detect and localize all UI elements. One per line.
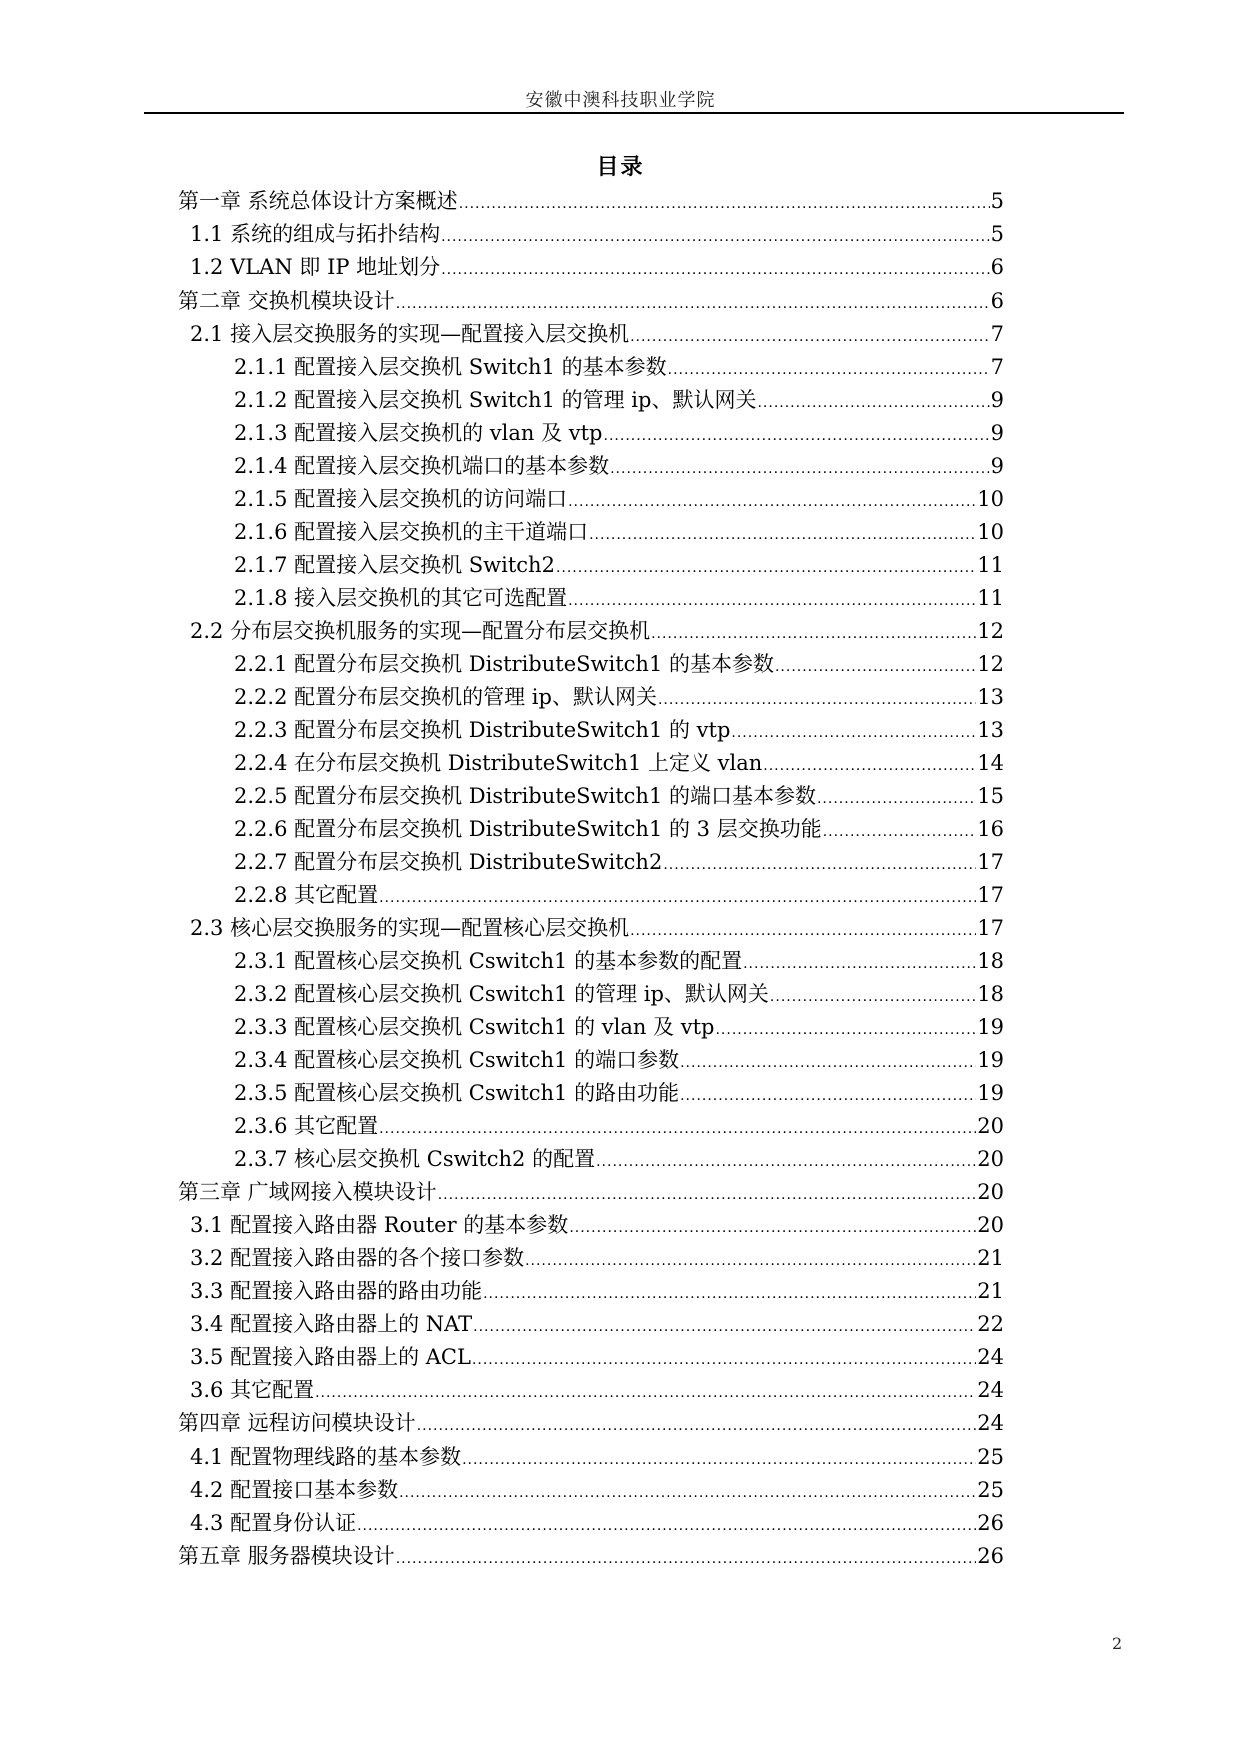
toc-dot-leader: [441, 222, 990, 252]
toc-dot-leader: [568, 586, 976, 616]
toc-entry[interactable]: [190, 1375, 1004, 1405]
toc-entry-label: 2.2.2 配置分布层交换机的管理 ip、默认网关: [234, 685, 657, 709]
toc-entry-label: 2.1.1 配置接入层交换机 Switch1 的基本参数: [234, 355, 667, 379]
toc-dot-leader: [379, 883, 976, 913]
toc-entry-page: 19: [977, 1048, 1004, 1072]
toc-entry[interactable]: [178, 1541, 1004, 1571]
toc-entry[interactable]: [234, 748, 1004, 778]
toc-entry-label: 2.1.4 配置接入层交换机端口的基本参数: [234, 454, 610, 478]
toc-entry-page: 13: [977, 685, 1004, 709]
toc-entry-label: 第二章 交换机模块设计: [178, 289, 395, 313]
toc-entry-label: 2.3.1 配置核心层交换机 Cswitch1 的基本参数的配置: [234, 949, 743, 973]
toc-entry[interactable]: [234, 1144, 1004, 1174]
toc-entry-page: 10: [977, 520, 1004, 544]
toc-entry[interactable]: [234, 979, 1004, 1009]
toc-entry-label: 2.3.6 其它配置: [234, 1114, 379, 1138]
toc-entry-page: 21: [977, 1279, 1004, 1303]
toc-entry-page: 6: [990, 255, 1004, 279]
toc-entry[interactable]: [190, 252, 1004, 282]
toc-entry-page: 16: [977, 817, 1004, 841]
toc-entry[interactable]: [234, 1111, 1004, 1141]
toc-entry-label: 3.1 配置接入路由器 Router 的基本参数: [190, 1213, 569, 1237]
toc-dot-leader: [589, 520, 976, 550]
toc-dot-leader: [763, 751, 976, 781]
toc-entry-page: 20: [977, 1147, 1004, 1171]
toc-entry-page: 19: [977, 1081, 1004, 1105]
toc-entry[interactable]: [234, 715, 1004, 745]
toc-dot-leader: [757, 388, 989, 418]
toc-entry-label: 2.1 接入层交换服务的实现—配置接入层交换机: [190, 322, 630, 346]
toc-entry[interactable]: [234, 946, 1004, 976]
toc-entry-page: 26: [977, 1544, 1004, 1568]
toc-entry[interactable]: [190, 1243, 1004, 1273]
toc-entry-label: 2.1.5 配置接入层交换机的访问端口: [234, 487, 568, 511]
toc-entry[interactable]: [234, 385, 1004, 415]
toc-entry-page: 14: [977, 751, 1004, 775]
toc-entry-label: 4.3 配置身份认证: [190, 1511, 357, 1535]
toc-entry-label: 2.1.3 配置接入层交换机的 vlan 及 vtp: [234, 421, 603, 445]
toc-entry[interactable]: [234, 1045, 1004, 1075]
toc-entry-label: 3.6 其它配置: [190, 1378, 315, 1402]
toc-dot-leader: [379, 1114, 976, 1144]
toc-entry[interactable]: [190, 913, 1004, 943]
toc-dot-leader: [396, 1544, 977, 1574]
toc-entry-page: 25: [977, 1478, 1004, 1502]
toc-dot-leader: [596, 1147, 976, 1177]
toc-entry-page: 15: [977, 784, 1004, 808]
toc-entry-page: 5: [990, 222, 1004, 246]
toc-entry[interactable]: [178, 1408, 1004, 1438]
toc-entry-page: 7: [990, 322, 1004, 346]
toc-entry[interactable]: [190, 319, 1004, 349]
toc-entry-page: 21: [977, 1246, 1004, 1270]
toc-dot-leader: [569, 1213, 976, 1243]
toc-dot-leader: [399, 1478, 976, 1508]
toc-entry-label: 2.2.4 在分布层交换机 DistributeSwitch1 上定义 vlan: [234, 751, 763, 775]
toc-entry[interactable]: [234, 517, 1004, 547]
toc-entry-label: 第三章 广域网接入模块设计: [178, 1180, 437, 1204]
toc-entry-label: 2.1.2 配置接入层交换机 Switch1 的管理 ip、默认网关: [234, 388, 757, 412]
toc-entry[interactable]: [190, 1442, 1004, 1472]
toc-entry-page: 13: [977, 718, 1004, 742]
toc-entry[interactable]: [178, 286, 1004, 316]
header-rule: [144, 112, 1124, 114]
toc-dot-leader: [473, 1312, 976, 1342]
toc-entry-label: 第五章 服务器模块设计: [178, 1544, 395, 1568]
toc-dot-leader: [604, 421, 990, 451]
toc-dot-leader: [630, 322, 990, 352]
toc-entry[interactable]: [234, 583, 1004, 613]
toc-dot-leader: [525, 1246, 976, 1276]
toc-dot-leader: [556, 553, 976, 583]
toc-dot-leader: [715, 1015, 976, 1045]
toc-entry-label: 2.2 分布层交换机服务的实现—配置分布层交换机: [190, 619, 651, 643]
toc-entry-page: 22: [977, 1312, 1004, 1336]
running-header: 安徽中澳科技职业学院: [525, 90, 716, 111]
toc-entry[interactable]: [190, 219, 1004, 249]
toc-entry-label: 3.4 配置接入路由器上的 NAT: [190, 1312, 473, 1336]
toc-dot-leader: [668, 355, 990, 385]
toc-entry-label: 2.2.8 其它配置: [234, 883, 379, 907]
toc-dot-leader: [731, 718, 976, 748]
toc-entry-page: 18: [977, 949, 1004, 973]
toc-dot-leader: [651, 619, 976, 649]
toc-entry[interactable]: [234, 352, 1004, 382]
toc-entry[interactable]: [190, 1475, 1004, 1505]
toc-entry-label: 4.2 配置接口基本参数: [190, 1478, 399, 1502]
toc-entry-label: 2.2.7 配置分布层交换机 DistributeSwitch2: [234, 850, 663, 874]
toc-entry-label: 2.3.2 配置核心层交换机 Cswitch1 的管理 ip、默认网关: [234, 982, 769, 1006]
toc-dot-leader: [441, 255, 989, 285]
toc-entry-page: 24: [977, 1345, 1004, 1369]
toc-entry-label: 2.2.6 配置分布层交换机 DistributeSwitch1 的 3 层交换功能: [234, 817, 822, 841]
toc-dot-leader: [663, 850, 976, 880]
toc-entry-label: 2.3.3 配置核心层交换机 Cswitch1 的 vlan 及 vtp: [234, 1015, 715, 1039]
toc-entry-label: 2.3.4 配置核心层交换机 Cswitch1 的端口参数: [234, 1048, 680, 1072]
toc-entry[interactable]: [178, 1177, 1004, 1207]
toc-entry[interactable]: [234, 682, 1004, 712]
toc-entry[interactable]: [234, 781, 1004, 811]
toc-entry[interactable]: [190, 1508, 1004, 1538]
toc-entry-page: 11: [977, 553, 1004, 577]
toc-entry-page: 11: [977, 586, 1004, 610]
toc-entry-page: 12: [977, 652, 1004, 676]
toc-entry-label: 2.2.5 配置分布层交换机 DistributeSwitch1 的端口基本参数: [234, 784, 816, 808]
toc-entry[interactable]: [234, 1012, 1004, 1042]
toc-dot-leader: [396, 289, 990, 319]
toc-entry-label: 2.1.7 配置接入层交换机 Switch2: [234, 553, 555, 577]
toc-entry[interactable]: [234, 484, 1004, 514]
toc-entry[interactable]: [190, 1342, 1004, 1372]
toc-entry-label: 2.2.1 配置分布层交换机 DistributeSwitch1 的基本参数: [234, 652, 774, 676]
toc-entry[interactable]: [234, 649, 1004, 679]
toc-entry-page: 24: [977, 1411, 1004, 1435]
toc-entry[interactable]: [190, 1309, 1004, 1339]
toc-entry-page: 17: [977, 883, 1004, 907]
toc-entry-page: 9: [990, 421, 1004, 445]
toc-entry[interactable]: [234, 418, 1004, 448]
toc-dot-leader: [483, 1279, 976, 1309]
toc-dot-leader: [630, 916, 976, 946]
toc-dot-leader: [459, 189, 990, 219]
toc-entry-page: 9: [990, 388, 1004, 412]
toc-dot-leader: [568, 487, 976, 517]
toc-dot-leader: [472, 1345, 976, 1375]
toc-entry-label: 2.3 核心层交换服务的实现—配置核心层交换机: [190, 916, 630, 940]
toc-entry-page: 7: [990, 355, 1004, 379]
toc-entry-label: 2.1.8 接入层交换机的其它可选配置: [234, 586, 568, 610]
toc-entry-page: 26: [977, 1511, 1004, 1535]
toc-entry-label: 第四章 远程访问模块设计: [178, 1411, 416, 1435]
toc-entry-label: 3.5 配置接入路由器上的 ACL: [190, 1345, 471, 1369]
toc-dot-leader: [462, 1445, 976, 1475]
toc-dot-leader: [357, 1511, 976, 1541]
toc-dot-leader: [610, 454, 990, 484]
toc-entry-page: 19: [977, 1015, 1004, 1039]
toc-entry[interactable]: [190, 1276, 1004, 1306]
toc-entry-label: 4.1 配置物理线路的基本参数: [190, 1445, 462, 1469]
toc-dot-leader: [680, 1048, 976, 1078]
toc-dot-leader: [743, 949, 976, 979]
toc-entry[interactable]: [190, 616, 1004, 646]
toc-dot-leader: [417, 1411, 977, 1441]
toc-entry-label: 2.3.5 配置核心层交换机 Cswitch1 的路由功能: [234, 1081, 680, 1105]
toc-dot-leader: [680, 1081, 976, 1111]
toc-entry-page: 25: [977, 1445, 1004, 1469]
toc-entry-page: 18: [977, 982, 1004, 1006]
toc-entry[interactable]: [234, 847, 1004, 877]
toc-entry-label: 2.2.3 配置分布层交换机 DistributeSwitch1 的 vtp: [234, 718, 731, 742]
toc-entry-label: 1.1 系统的组成与拓扑结构: [190, 222, 441, 246]
toc-entry-label: 2.1.6 配置接入层交换机的主干道端口: [234, 520, 589, 544]
toc-entry-page: 24: [977, 1378, 1004, 1402]
toc-dot-leader: [438, 1180, 977, 1210]
toc-entry[interactable]: [234, 814, 1004, 844]
toc-entry-page: 10: [977, 487, 1004, 511]
toc-entry-page: 12: [977, 619, 1004, 643]
toc-entry[interactable]: [190, 1210, 1004, 1240]
toc-entry[interactable]: [234, 550, 1004, 580]
toc-entry-label: 2.3.7 核心层交换机 Cswitch2 的配置: [234, 1147, 596, 1171]
toc-dot-leader: [315, 1378, 976, 1408]
toc-entry[interactable]: [178, 186, 1004, 216]
toc-entry-label: 3.2 配置接入路由器的各个接口参数: [190, 1246, 525, 1270]
toc-title: 目录: [596, 154, 645, 180]
toc-entry-label: 第一章 系统总体设计方案概述: [178, 189, 458, 213]
toc-dot-leader: [775, 652, 976, 682]
toc-entry[interactable]: [234, 880, 1004, 910]
toc-entry[interactable]: [234, 1078, 1004, 1108]
toc-entry-label: 3.3 配置接入路由器的路由功能: [190, 1279, 483, 1303]
toc-entry-page: 9: [990, 454, 1004, 478]
toc-entry-page: 20: [977, 1213, 1004, 1237]
toc-entry-page: 20: [977, 1180, 1004, 1204]
toc-dot-leader: [770, 982, 976, 1012]
toc-entry[interactable]: [234, 451, 1004, 481]
toc-dot-leader: [823, 817, 977, 847]
toc-entry-page: 17: [977, 850, 1004, 874]
page-number: 2: [1112, 1634, 1123, 1653]
toc-dot-leader: [817, 784, 976, 814]
toc-entry-page: 20: [977, 1114, 1004, 1138]
toc-entry-label: 1.2 VLAN 即 IP 地址划分: [190, 255, 441, 279]
toc-entry-page: 6: [990, 289, 1004, 313]
toc-entry-page: 5: [990, 189, 1004, 213]
toc-dot-leader: [658, 685, 976, 715]
toc-entry-page: 17: [977, 916, 1004, 940]
